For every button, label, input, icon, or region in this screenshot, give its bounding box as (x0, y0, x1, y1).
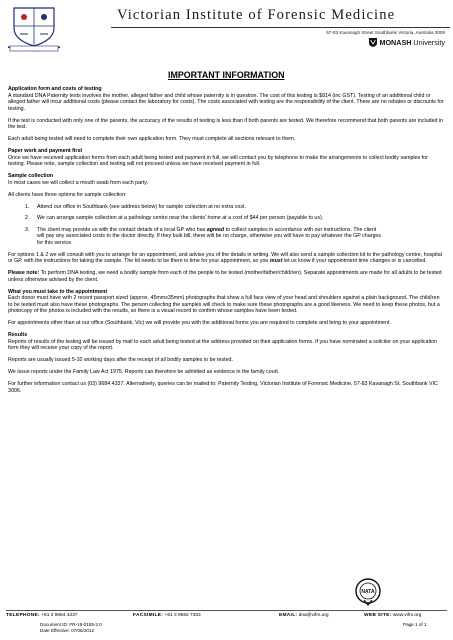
header-divider (111, 27, 450, 28)
list-number: 2. (25, 215, 30, 222)
collection-options-list (8, 204, 445, 247)
footer-email: EMAIL: dna@vifm.org (279, 613, 329, 618)
institute-name: Victorian Institute of Forensic Medicine (117, 7, 396, 23)
appointment-paragraph: Each donor must have with 2 recent passport sized (approx. 45mmx35mm) photographs that show a full face view of your head and shoulders against a plain background. The child/ren to be tested must also have these photographs. The person collecting the samples will check to make sure these photographs are a good likeness. We need to keep these photos, but a photocopy of the photos is included with the results, so there is a visual record to confirm whose samples have been tested. (8, 295, 440, 315)
list-text: Attend our office in Southbank (see address below) for sample collection at no extra cost. (37, 203, 246, 210)
please-note-paragraph: Please note: To perform DNA testing, we need a bodily sample from each of the people to be tested (mother/father/child/ren). Separate appointments are made for all adults to be tested unless otherwise advised by the client. (8, 270, 442, 283)
results-paragraph: Reports of results of the testing will be issued by mail to each adult being tested at the address provided on their application forms. If you have nominated a solicitor on your application form they will receive your copy of the report. (8, 338, 437, 352)
each-adult-paragraph: Each adult being tested will need to complete their own application form. They must complete all sections relevant to them. (8, 136, 296, 142)
appointment-heading: What you must take to the appointment (8, 288, 108, 295)
sample-collection-paragraph: In most cases we will collect a mouth swab from each party. (8, 179, 149, 186)
document-id: Document ID: FR-15-0155-2.0 (40, 622, 102, 627)
paperwork-heading: Paper work and payment first (8, 148, 83, 154)
list-number: 3. (25, 226, 30, 233)
monash-logo (369, 38, 445, 47)
footer-telephone: TELEPHONE: +61 3 9684 4337 (6, 613, 78, 618)
one-parent-paragraph: If the test is conducted with only one of the parents, the accuracy of the results of testing is less than if both parents are tested. We therefore recommend that both parents are included in the test. (8, 117, 444, 130)
options-intro: All clients have three options for sample collection: (8, 191, 127, 198)
date-effective: Date Effective: 07/05/2012 (40, 628, 95, 633)
form-cost-paragraph: A standard DNA Paternity tests involves the mother, alleged father and child whose paternity is in question. The cost of this testing is $814 (inc GST). Testing of an additional child or alleged father will incur additional costs (please contact the laboratory for costs). The costs associated with testing are the responsibility of the client. There are no rebates or discounts for testing. (8, 92, 444, 112)
page-title: IMPORTANT INFORMATION (168, 70, 285, 80)
list-item (8, 227, 445, 247)
nata-label: NATA (361, 589, 375, 595)
list-text: The client may provide us with the contact details of a local GP who has agreed to collect samples in accordance with our instructions. The client will pay any associated costs to the doctor directly. If they bulk bill, there will be no charge, otherwise you will have to pay whatever the GP charges for this service. (37, 226, 381, 246)
institute-address: 57-83 Kavanagh Street Southbank Victoria, Australia 3006 (326, 30, 445, 35)
footer-divider (6, 610, 447, 611)
page-number: Page 1 of 1 (403, 622, 427, 627)
list-item (8, 204, 445, 211)
footer-website: WEB SITE: www.vifm.org (364, 613, 422, 618)
footer-facsimile: FACSIMILE: +61 3 9682 7353 (133, 613, 201, 618)
monash-shield-icon (369, 38, 377, 47)
please-note-label: Please note: (8, 270, 40, 277)
options-followup-paragraph: For options 1 & 2 we will consult with you to arrange for an appointment, and advise you of the details in writing. We will also send a sample collection kit to the pathology centre, hospital or GP, with the instructions for taking the sample. The kit needs to be there in time for your appointment, so you must let us know if your appointment time changes or is cancelled. (8, 251, 442, 265)
form-cost-heading: Application form and costs of testing (8, 86, 102, 92)
list-number: 1. (25, 203, 30, 210)
list-text: We can arrange sample collection at a pathology centre near the clients' home at a cost of $44 per person (payable to us). (37, 215, 324, 222)
results-heading: Results (8, 332, 28, 339)
list-item (8, 215, 445, 222)
reports-timing-paragraph: Reports are usually issued 5-10 working days after the receipt of all bodily samples to be tested. (8, 357, 233, 364)
letterhead (0, 0, 453, 64)
institute-crest-logo (4, 4, 64, 52)
family-law-paragraph: We issue reports under the Family Law Act 1975. Reports can therefore be admitted as evidence in the family court. (8, 369, 280, 376)
sample-collection-heading: Sample collection (8, 173, 54, 179)
further-info-paragraph: For further information contact us (03) 9684 4337. Alternatively, queries can be mailed to: Paternity Testing, Victorian Institute of Forensic Medicine, 57-83 Kavanagh St, Southbank VIC 3006. (8, 381, 438, 394)
nata-accreditation-logo (355, 578, 381, 606)
document-info (40, 622, 102, 634)
paperwork-paragraph: Once we have received application forms from each adult being tested and payment in full, we will contact you by telephone to make the arrangements to collect bodily samples for testing. Please note, sample collection and testing will not proceed unless we have received payment in full. (8, 154, 428, 167)
monash-wordmark: MONASH University (379, 38, 445, 47)
other-appointments-paragraph: For appointments other than at our office (Southbank, Vic) we will provide you with the additional forms you are required to complete and bring to your appointment. (8, 320, 391, 327)
document-body (8, 86, 445, 400)
